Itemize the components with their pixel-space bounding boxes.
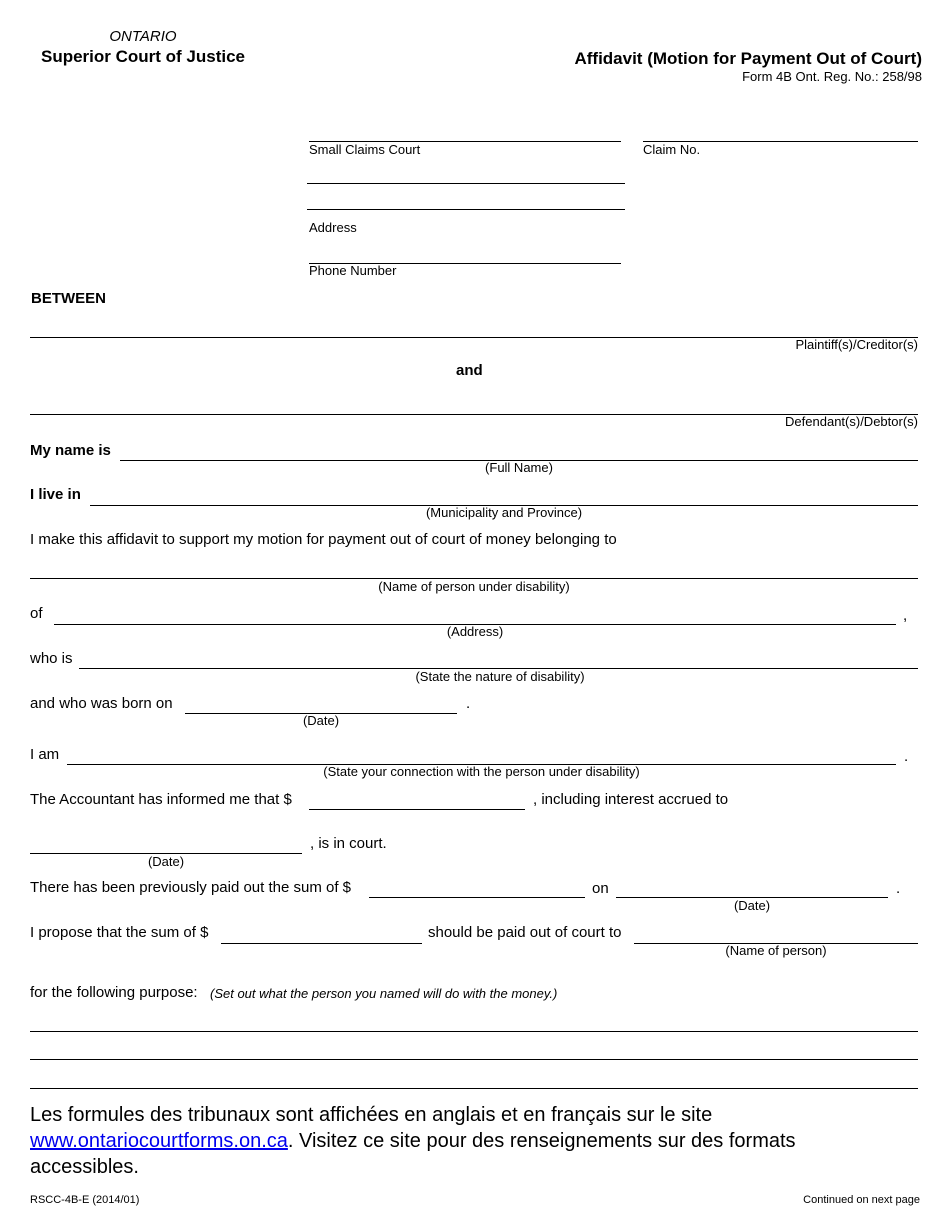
previously-paid-period: . bbox=[896, 880, 901, 897]
plaintiff-field[interactable] bbox=[30, 337, 918, 338]
province-label: ONTARIO bbox=[109, 28, 177, 45]
born-on-period: . bbox=[466, 695, 471, 712]
and-label: and bbox=[456, 362, 483, 379]
i-am-period: . bbox=[904, 748, 909, 765]
is-in-court-label: , is in court. bbox=[310, 835, 387, 852]
claim-number-label: Claim No. bbox=[643, 142, 701, 157]
i-am-label: I am bbox=[30, 746, 60, 763]
previously-paid-amount-field[interactable] bbox=[369, 897, 585, 898]
born-on-label: and who was born on bbox=[30, 695, 173, 712]
purpose-field-line-1[interactable] bbox=[30, 1031, 918, 1032]
live-in-label: I live in bbox=[30, 486, 81, 503]
interest-date-caption: (Date) bbox=[147, 854, 185, 869]
previously-paid-label: There has been previously paid out the sum of $ bbox=[30, 879, 352, 896]
payee-name-caption: (Name of person) bbox=[725, 943, 827, 958]
support-sentence: I make this affidavit to support my motion for payment out of court of money belonging to bbox=[30, 531, 617, 548]
plaintiff-label: Plaintiff(s)/Creditor(s) bbox=[795, 337, 918, 352]
nature-of-disability-caption: (State the nature of disability) bbox=[415, 669, 585, 684]
continued-note: Continued on next page bbox=[803, 1194, 920, 1206]
small-claims-court-label: Small Claims Court bbox=[309, 142, 421, 157]
notice-line-1: Les formules des tribunaux sont affichées en anglais et en français sur le site bbox=[30, 1104, 713, 1126]
should-be-paid-label: should be paid out of court to bbox=[428, 924, 622, 941]
purpose-field-line-3[interactable] bbox=[30, 1088, 918, 1089]
person-under-disability-caption: (Name of person under disability) bbox=[378, 579, 570, 594]
form-title: Affidavit (Motion for Payment Out of Court) bbox=[574, 49, 922, 68]
purpose-field-line-2[interactable] bbox=[30, 1059, 918, 1060]
address-field-line-1[interactable] bbox=[307, 183, 625, 184]
full-name-caption: (Full Name) bbox=[485, 460, 553, 475]
of-label: of bbox=[30, 605, 43, 622]
propose-label: I propose that the sum of $ bbox=[30, 924, 209, 941]
notice-rest: . Visitez ce site pour des renseignements sur des formats accessibles. bbox=[30, 1130, 796, 1178]
ontario-court-forms-link[interactable]: www.ontariocourtforms.on.ca bbox=[30, 1130, 288, 1152]
purpose-label: for the following purpose: bbox=[30, 984, 198, 1001]
address-of-person-caption: (Address) bbox=[446, 624, 504, 639]
accountant-label: The Accountant has informed me that $ bbox=[30, 791, 292, 808]
birth-date-caption: (Date) bbox=[302, 713, 340, 728]
on-label: on bbox=[592, 880, 609, 897]
between-label: BETWEEN bbox=[31, 290, 106, 307]
court-name: Superior Court of Justice bbox=[40, 47, 246, 66]
accountant-amount-field[interactable] bbox=[309, 809, 525, 810]
form-code: RSCC-4B-E (2014/01) bbox=[30, 1194, 140, 1206]
connection-caption: (State your connection with the person under disability) bbox=[323, 764, 640, 779]
purpose-hint: (Set out what the person you named will do with the money.) bbox=[210, 986, 558, 1001]
language-notice bbox=[30, 1102, 910, 1180]
defendant-label: Defendant(s)/Debtor(s) bbox=[785, 414, 918, 429]
proposed-amount-field[interactable] bbox=[221, 943, 422, 944]
previously-paid-date-caption: (Date) bbox=[733, 898, 771, 913]
municipality-caption: (Municipality and Province) bbox=[425, 505, 583, 520]
form-number: Form 4B Ont. Reg. No.: 258/98 bbox=[742, 69, 922, 84]
my-name-label: My name is bbox=[30, 442, 111, 459]
address-label: Address bbox=[309, 220, 357, 235]
phone-number-label: Phone Number bbox=[309, 263, 397, 278]
address-comma: , bbox=[903, 607, 908, 624]
address-field-line-2[interactable] bbox=[307, 209, 625, 210]
who-is-label: who is bbox=[30, 650, 73, 667]
including-interest-label: , including interest accrued to bbox=[533, 791, 729, 808]
